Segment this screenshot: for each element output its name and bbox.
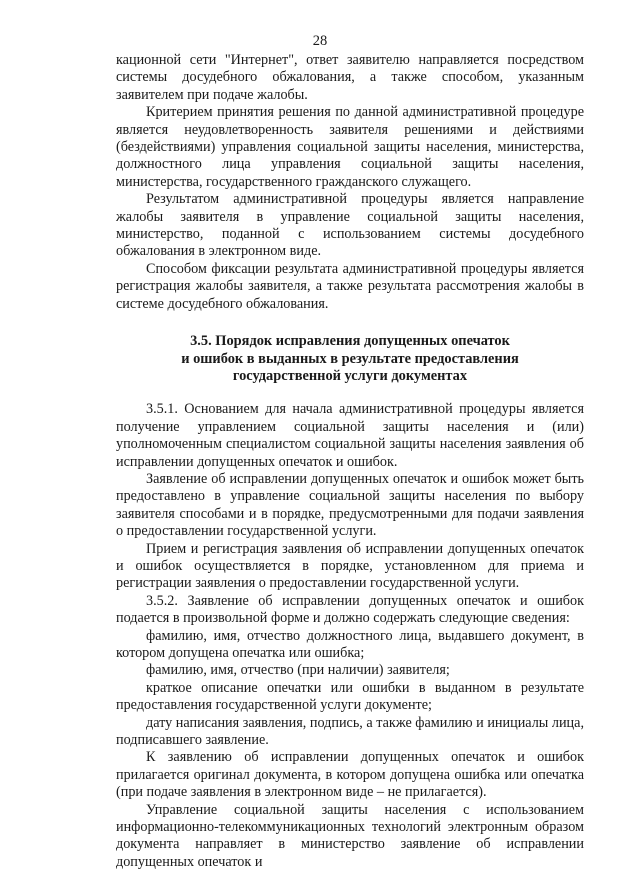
paragraph: 3.5.2. Заявление об исправлении допущенных опечаток и ошибок подается в произвольной форме и должно содержать следующие сведения: — [116, 592, 584, 627]
paragraph: Способом фиксации результата административной процедуры является регистрация жалобы заявителя, а также результата рассмотрения жалобы в системе досудебного обжалования. — [116, 260, 584, 312]
paragraph: фамилию, имя, отчество (при наличии) заявителя; — [146, 662, 450, 679]
paragraph: 3.5.1. Основанием для начала административной процедуры является получение управлением социальной защиты населения и (или) уполномоченным специалистом социальной защиты населения заявления об исправлении допущенных опечаток и ошибок. — [116, 401, 584, 470]
page-number: 28 — [312, 33, 328, 49]
paragraph: К заявлению об исправлении допущенных опечаток и ошибок прилагается оригинал документа, в котором допущена ошибка или опечатка (при подаче заявления в электронном виде – не прилагается). — [116, 749, 584, 801]
section-heading — [116, 333, 584, 385]
section-before-heading — [116, 52, 584, 313]
paragraph: Результатом административной процедуры является направление жалобы заявителя в управление социальной защиты населения, министерство, поданной с использованием системы досудебного обжалования в электронном виде. — [116, 191, 584, 260]
paragraph: Прием и регистрация заявления об исправлении допущенных опечаток и ошибок осуществляется в порядке, установленном для приема и регистрации заявления о предоставлении государственной услуги. — [116, 540, 584, 592]
paragraph: Управление социальной защиты населения с использованием информационно-телекоммуникационных технологий электронным образом документа направляет в министерство заявление об исправлении допущенных опечаток и — [116, 801, 584, 870]
paragraph: краткое описание опечатки или ошибки в выданном в результате предоставления государственной услуги документе; — [116, 679, 584, 714]
paragraph: Критерием принятия решения по данной административной процедуре является неудовлетворенность заявителя решениями и действиями (бездействиями) управления социальной защиты населения, министерства, должностного лица управления социальной защиты населения, министерства, государственного гражданского служащего. — [116, 104, 584, 190]
section-heading-line-2: и ошибок в выданных в результате предоставления — [181, 350, 519, 367]
document-body — [116, 52, 584, 871]
paragraph: кационной сети "Интернет", ответ заявителю направляется посредством системы досудебного обжалования, а также способом, указанным заявителем при подаче жалобы. — [116, 52, 584, 103]
paragraph: дату написания заявления, подпись, а также фамилию и инициалы лица, подписавшего заявление. — [116, 714, 584, 749]
section-heading-line-3: государственной услуги документах — [232, 367, 468, 384]
paragraph: Заявление об исправлении допущенных опечаток и ошибок может быть предоставлено в управление социальной защиты населения по выбору заявителя способами и в порядке, предусмотренными для подачи заявления о предоставлении государственной услуги. — [116, 470, 584, 540]
section-heading-line-1: 3.5. Порядок исправления допущенных опечаток — [190, 333, 510, 350]
paragraph: фамилию, имя, отчество должностного лица, выдавшего документ, в котором допущена опечатка или ошибка; — [116, 627, 584, 661]
section-after-heading — [116, 401, 584, 871]
